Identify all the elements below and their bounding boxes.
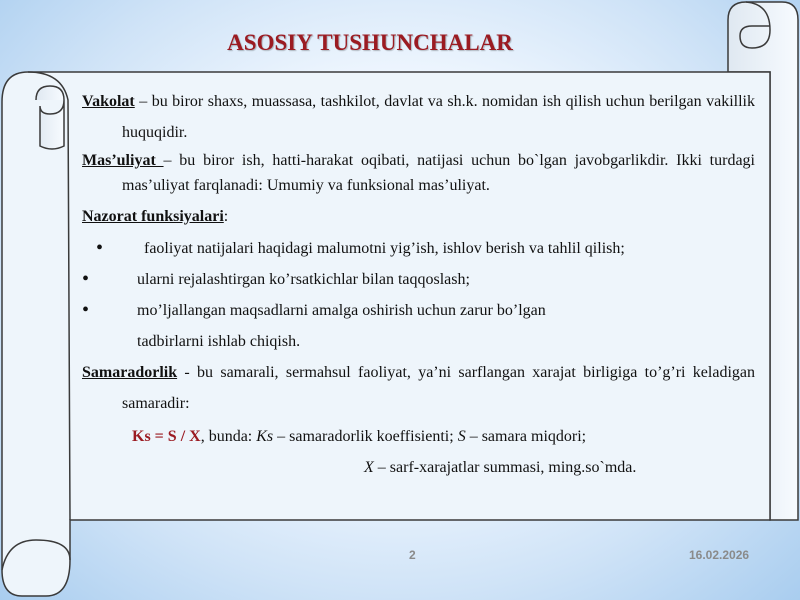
formula-line (82, 421, 755, 452)
paragraph-nazorat (82, 204, 755, 229)
formula-var-s: S (457, 428, 466, 445)
formula-text: , bunda: (200, 428, 257, 445)
formula-var-x: X (364, 459, 374, 476)
paragraph-samaradorlik (82, 357, 755, 419)
bullet-text-continued: tadbirlarni ishlab chiqish. (137, 333, 301, 350)
list-item (82, 295, 755, 357)
paragraph-masuliyat (82, 148, 755, 198)
slide-content (82, 86, 755, 483)
formula: Ks = S / X (132, 428, 201, 445)
definition-samaradorlik: - bu samarali, sermahsul faoliyat, ya’ni sarflangan xarajat birligiga to’g’ri keladigan samaradir: (122, 364, 755, 412)
term-samaradorlik: Samaradorlik (82, 364, 178, 381)
bullet-icon: • (96, 237, 104, 259)
list-item (82, 233, 755, 264)
formula-text: – samara miqdori; (465, 428, 587, 445)
list-item (82, 264, 755, 295)
heading-colon: : (223, 208, 229, 225)
slide-date: 16.02.2026 (689, 548, 750, 562)
definition-masuliyat: – bu biror ish, hatti-harakat oqibati, natijasi uchun bo`lgan javobgarlikdir. Ikki turdagi mas’uliyat farqlanadi: Umumiy va funksional mas’uliyat. (122, 152, 756, 194)
bullet-text: faoliyat natijalari haqidagi malumotni yig’ish, ishlov berish va tahlil qilish; (144, 240, 625, 257)
bullet-icon: • (82, 268, 90, 290)
term-nazorat: Nazorat funksiyalari (82, 208, 224, 225)
formula-var-ks: Ks (256, 428, 274, 445)
page-number: 2 (409, 548, 416, 562)
bullet-text: mo’ljallangan maqsadlarni amalga oshirish uchun zarur bo’lgan (137, 302, 546, 319)
bullet-list (82, 233, 755, 357)
slide-title: ASOSIY TUSHUNCHALAR (227, 30, 513, 55)
term-vakolat: Vakolat (82, 93, 135, 110)
bullet-text: ularni rejalashtirgan ko’rsatkichlar bilan taqqoslash; (137, 271, 470, 288)
formula-line-2 (82, 452, 755, 483)
paragraph-vakolat (82, 86, 755, 148)
formula-text: – samaradorlik koeffisienti; (273, 428, 458, 445)
bullet-icon: • (82, 299, 90, 321)
formula-text: – sarf-xarajatlar summasi, ming.so`mda. (373, 459, 637, 476)
term-masuliyat: Mas’uliyat (82, 152, 164, 169)
definition-vakolat: – bu biror shaxs, muassasa, tashkilot, davlat va sh.k. nomidan ish qilish uchun berilgan vakillik huquqidir. (122, 93, 755, 141)
